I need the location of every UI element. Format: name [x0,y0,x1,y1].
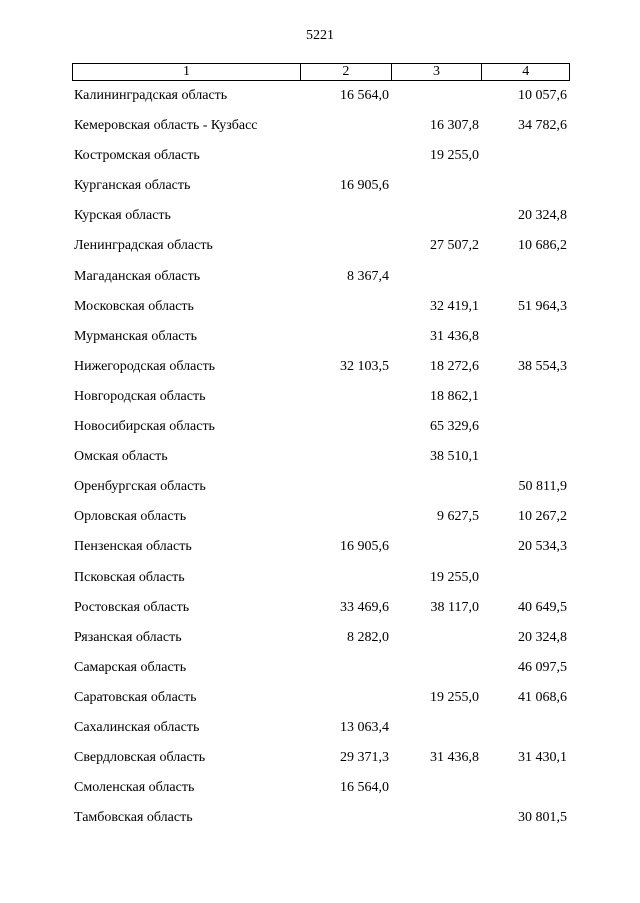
region-name: Мурманская область [74,328,198,344]
cell-col-4: 20 324,8 [518,208,567,224]
cell-col-3: 18 272,6 [430,358,479,374]
table-row [0,148,640,178]
region-name: Нижегородская область [74,358,216,374]
cell-col-3: 31 436,8 [430,328,479,344]
header-col-1: 1 [73,64,301,80]
table-row [0,479,640,509]
region-name: Новосибирская область [74,419,215,435]
cell-col-4: 30 801,5 [518,810,567,826]
table-row [0,570,640,600]
cell-col-2: 29 371,3 [340,750,389,766]
region-name: Ленинградская область [74,238,213,254]
cell-col-2: 16 564,0 [340,780,389,796]
cell-col-2: 8 282,0 [347,629,389,645]
cell-col-3: 16 307,8 [430,118,479,134]
table-row [0,780,640,810]
cell-col-2: 16 564,0 [340,88,389,103]
cell-col-4: 20 534,3 [518,539,567,555]
cell-col-2: 8 367,4 [347,268,389,284]
cell-col-4: 40 649,5 [518,599,567,615]
cell-col-3: 31 436,8 [430,750,479,766]
header-col-4: 4 [522,64,530,79]
table-row [0,660,640,690]
region-name: Тамбовская область [74,810,193,826]
table-row [0,750,640,780]
region-name: Пензенская область [74,539,192,555]
table-row [0,810,640,840]
table-row [0,449,640,479]
page-number: 5221 [306,28,334,43]
cell-col-3: 19 255,0 [430,569,479,585]
table-row [0,359,640,389]
cell-col-2: 16 905,6 [340,178,389,194]
region-name: Новгородская область [74,388,206,404]
table-row [0,630,640,660]
header-col-3: 3 [392,64,483,80]
table-row [0,299,640,329]
table-row [0,509,640,539]
cell-col-4: 31 430,1 [518,750,567,766]
region-name: Курганская область [74,178,191,194]
table-row [0,329,640,359]
cell-col-3: 38 117,0 [430,599,479,615]
region-name: Сахалинская область [74,719,200,735]
cell-col-4: 46 097,5 [518,659,567,675]
cell-col-3: 19 255,0 [430,689,479,705]
table-row [0,690,640,720]
table-row [0,419,640,449]
table-body [0,88,640,840]
cell-col-4: 20 324,8 [518,629,567,645]
cell-col-4: 38 554,3 [518,358,567,374]
cell-col-3: 19 255,0 [430,148,479,164]
cell-col-2: 33 469,6 [340,599,389,615]
region-name: Московская область [74,298,194,314]
cell-col-4: 50 811,9 [518,479,567,495]
table-header [72,63,570,81]
region-name: Самарская область [74,659,187,675]
header-col-2: 2 [301,64,392,80]
cell-col-4: 34 782,6 [518,118,567,134]
cell-col-3: 27 507,2 [430,238,479,254]
cell-col-2: 13 063,4 [340,719,389,735]
region-name: Псковская область [74,569,185,585]
region-name: Рязанская область [74,629,182,645]
table-row [0,238,640,268]
region-name: Кемеровская область - Кузбасс [74,118,258,134]
region-name: Оренбургская область [74,479,206,495]
table-row [0,389,640,419]
region-name: Магаданская область [74,268,201,284]
cell-col-4: 10 686,2 [518,238,567,254]
table-row [0,269,640,299]
cell-col-2: 32 103,5 [340,358,389,374]
table-row [0,600,640,630]
region-name: Курская область [74,208,171,224]
cell-col-2: 16 905,6 [340,539,389,555]
table-row [0,539,640,569]
region-name: Орловская область [74,509,187,525]
cell-col-4: 10 267,2 [518,509,567,525]
table-row [0,178,640,208]
cell-col-4: 41 068,6 [518,689,567,705]
region-name: Омская область [74,449,168,465]
cell-col-3: 32 419,1 [430,298,479,314]
region-name: Ростовская область [74,599,190,615]
table-row [0,720,640,750]
region-name: Смоленская область [74,780,195,796]
region-name: Костромская область [74,148,200,164]
cell-col-3: 9 627,5 [437,509,479,525]
table-row [0,118,640,148]
table-row [0,208,640,238]
region-name: Свердловская область [74,750,206,766]
region-name: Калининградская область [74,88,228,103]
cell-col-3: 18 862,1 [430,388,479,404]
table-row [0,88,640,118]
region-name: Саратовская область [74,689,197,705]
cell-col-3: 65 329,6 [430,419,479,435]
cell-col-4: 10 057,6 [518,88,567,103]
cell-col-4: 51 964,3 [518,298,567,314]
cell-col-3: 38 510,1 [430,449,479,465]
